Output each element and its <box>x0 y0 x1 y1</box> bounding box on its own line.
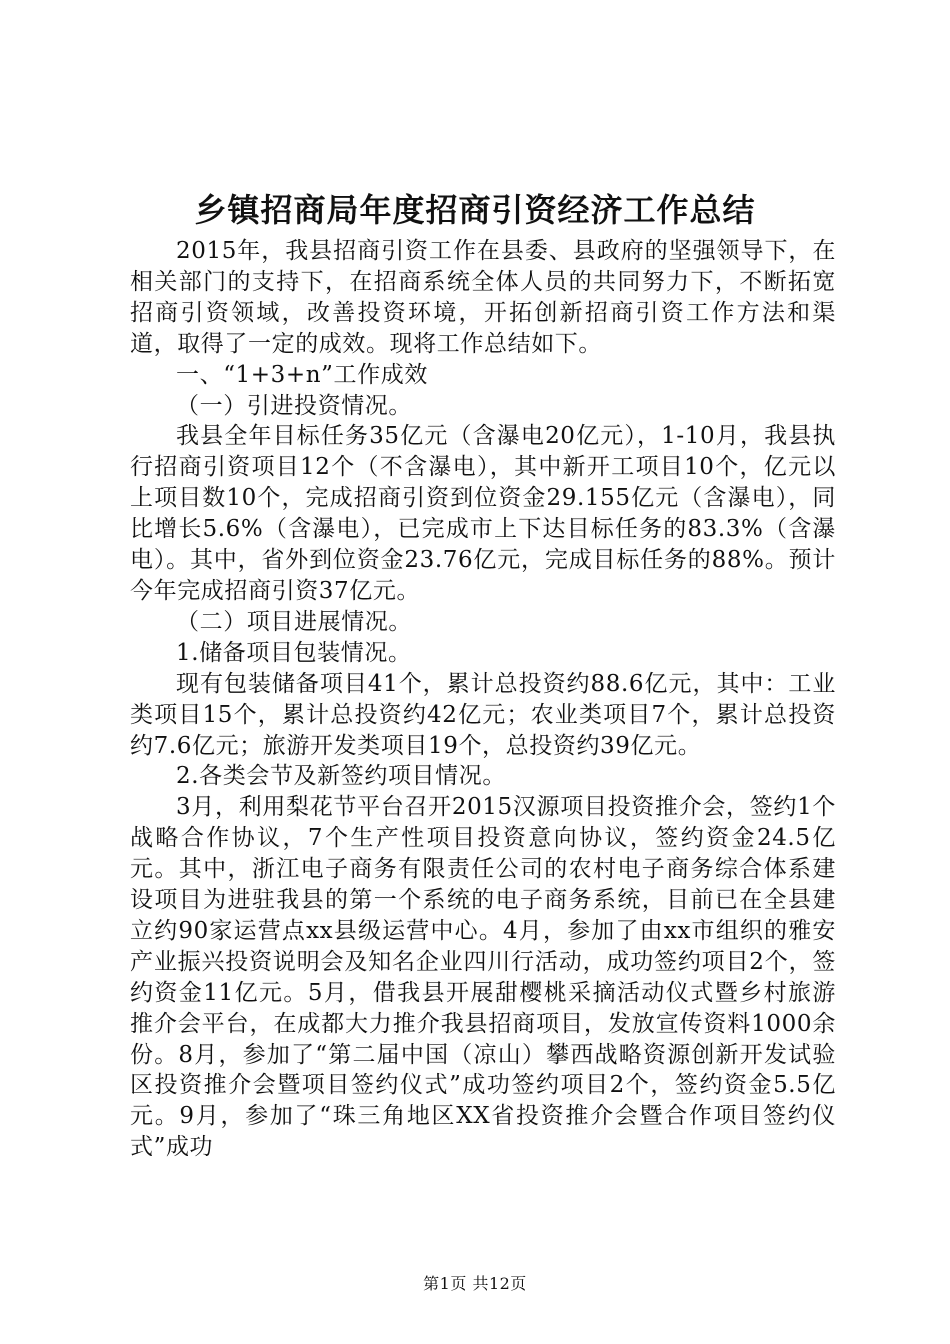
subsection-heading: （二）项目进展情况。 <box>176 608 412 635</box>
page-footer: 第1页 共12页 <box>423 1274 527 1293</box>
document-title: 乡镇招商局年度招商引资经济工作总结 <box>194 191 756 229</box>
item-heading: 1.储备项目包装情况。 <box>176 639 412 666</box>
paragraph-intro: 2015年，我县招商引资工作在县委、县政府的坚强领导下，在相关部门的支持下，在招商系统全体人员的共同努力下，不断拓宽招商引资领域，改善投资环境，开拓创新招商引资工作方法和渠道，取得了一定的成效。现将工作总结如下。 <box>130 238 836 357</box>
item-heading: 2.各类会节及新签约项目情况。 <box>176 763 506 790</box>
section-heading: 一、“1+3+n”工作成效 <box>176 361 428 388</box>
paragraph-investment: 我县全年目标任务35亿元（含瀑电20亿元），1-10月，我县执行招商引资项目12个（不含瀑电），其中新开工项目10个，亿元以上项目数10个，完成招商引资到位资金29.155亿元（含瀑电），同比增长5.6%（含瀑电），已完成市上下达目标任务的83.3%（含瀑电）。其中，省外到位资金23.76亿元，完成目标任务的88%。预计今年完成招商引资37亿元。 <box>130 423 836 604</box>
paragraph-events: 3月，利用梨花节平台召开2015汉源项目投资推介会，签约1个战略合作协议，7个生产性项目投资意向协议，签约资金24.5亿元。其中，浙江电子商务有限责任公司的农村电子商务综合体系建设项目为进驻我县的第一个系统的电子商务系统，目前已在全县建立约90家运营点xx县级运营中心。4月，参加了由xx市组织的雅安产业振兴投资说明会及知名企业四川行活动，成功签约项目2个，签约资金11亿元。5月，借我县开展甜樱桃采摘活动仪式暨乡村旅游推介会平台，在成都大力推介我县招商项目，发放宣传资料1000余份。8月，参加了“第二届中国（凉山）攀西战略资源创新开发试验区投资推介会暨项目签约仪式”成功签约项目2个，签约资金5.5亿元。9月，参加了“珠三角地区XX省投资推介会暨合作项目签约仪式”成功 <box>130 794 836 1161</box>
subsection-heading: （一）引进投资情况。 <box>176 392 412 419</box>
paragraph-reserve-projects: 现有包装储备项目41个，累计总投资约88.6亿元，其中：工业类项目15个，累计总投资约42亿元；农业类项目7个，累计总投资约7.6亿元；旅游开发类项目19个，总投资约39亿元。 <box>130 670 836 759</box>
document-body <box>130 236 836 1163</box>
